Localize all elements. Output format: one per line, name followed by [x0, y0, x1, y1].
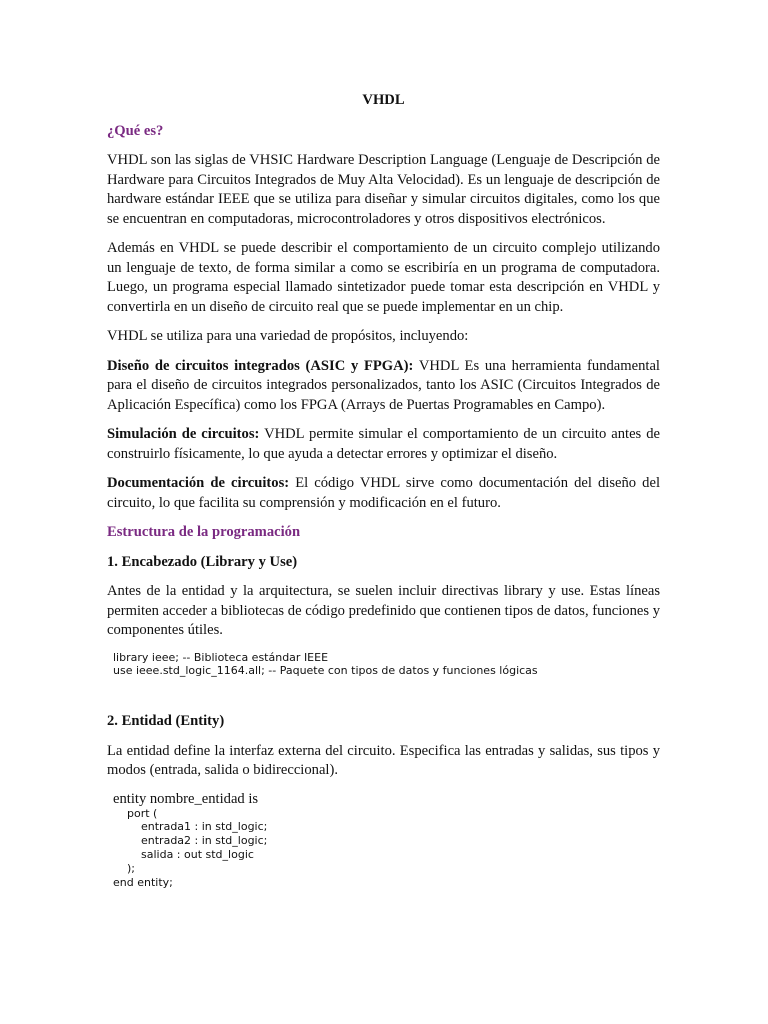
list-item-diseno: [107, 357, 660, 416]
list-item-text: VHDL permite simular el comportamiento de un circuito antes de construirlo físicamente, lo que ayuda a detectar errores y optimizar el diseño.: [107, 426, 660, 462]
code-line: library ieee; -- Biblioteca estándar IEEE: [113, 650, 329, 664]
document-page: [107, 91, 660, 889]
subheading-encabezado: 1. Encabezado (Library y Use): [107, 553, 298, 570]
list-item-documentacion: [107, 474, 660, 513]
list-item-simulacion: [107, 425, 660, 464]
list-item-lead: Documentación de circuitos:: [107, 475, 290, 491]
code-block-entity: [107, 791, 660, 890]
code-line: entrada1 : in std_logic;: [141, 820, 268, 834]
subheading-entidad: 2. Entidad (Entity): [107, 713, 225, 730]
code-line: end entity;: [113, 875, 173, 889]
paragraph-entidad: La entidad define la interfaz externa del circuito. Especifica las entradas y salidas, sus tipos y modos (entrada, salida o bidireccional).: [107, 742, 660, 779]
list-item-text: VHDL Es una herramienta fundamental para el diseño de circuitos integrados personalizados, tanto los ASIC (Circuitos Integrados de Aplicación Específica) como los FPGA (Arrays de Puertas Programables en Campo).: [107, 357, 660, 413]
paragraph-encabezado: Antes de la entidad y la arquitectura, se suelen incluir directivas library y use. Estas líneas permiten acceder a bibliotecas de código predefinido que contienen tipos de datos, funciones y componentes útiles.: [107, 583, 660, 638]
paragraph-definition: VHDL son las siglas de VHSIC Hardware Description Language (Lenguaje de Descripción de Hardware para Circuitos Integrados de Muy Alta Velocidad). Es un lenguaje de descripción de hardware estándar IEEE que se utiliza para diseñar y simular circuitos digitales, como los que se encuentran en computadoras, microcontroladores y otros dispositivos electrónicos.: [107, 152, 660, 227]
code-line: entity nombre_entidad is: [113, 790, 259, 807]
code-line: salida : out std_logic: [141, 847, 254, 861]
section-heading-estructura: Estructura de la programación: [107, 524, 301, 540]
document-title: VHDL: [362, 92, 405, 108]
code-line: port (: [127, 806, 158, 820]
list-item-lead: Simulación de circuitos:: [107, 426, 260, 442]
code-line: use ieee.std_logic_1164.all; -- Paquete con tipos de datos y funciones lógicas: [113, 664, 538, 678]
code-block-library: [107, 651, 660, 679]
paragraph-description: Además en VHDL se puede describir el comportamiento de un circuito complejo utilizando un lenguaje de texto, de forma similar a como se escribiría en un programa de computadora. Luego, un programa especial llamado sintetizador puede tomar esta descripción en VHDL y convertirla en un diseño de circuito real que se puede implementar en un chip.: [107, 240, 660, 315]
paragraph-uses-intro: VHDL se utiliza para una variedad de propósitos, incluyendo:: [107, 328, 469, 344]
code-line: entrada2 : in std_logic;: [141, 834, 268, 848]
code-line: );: [127, 861, 135, 875]
list-item-text: El código VHDL sirve como documentación del diseño del circuito, lo que facilita su comprensión y modificación en el futuro.: [107, 475, 661, 511]
list-item-lead: Diseño de circuitos integrados (ASIC y FPGA):: [107, 357, 414, 374]
section-heading-que-es: ¿Qué es?: [107, 122, 164, 139]
